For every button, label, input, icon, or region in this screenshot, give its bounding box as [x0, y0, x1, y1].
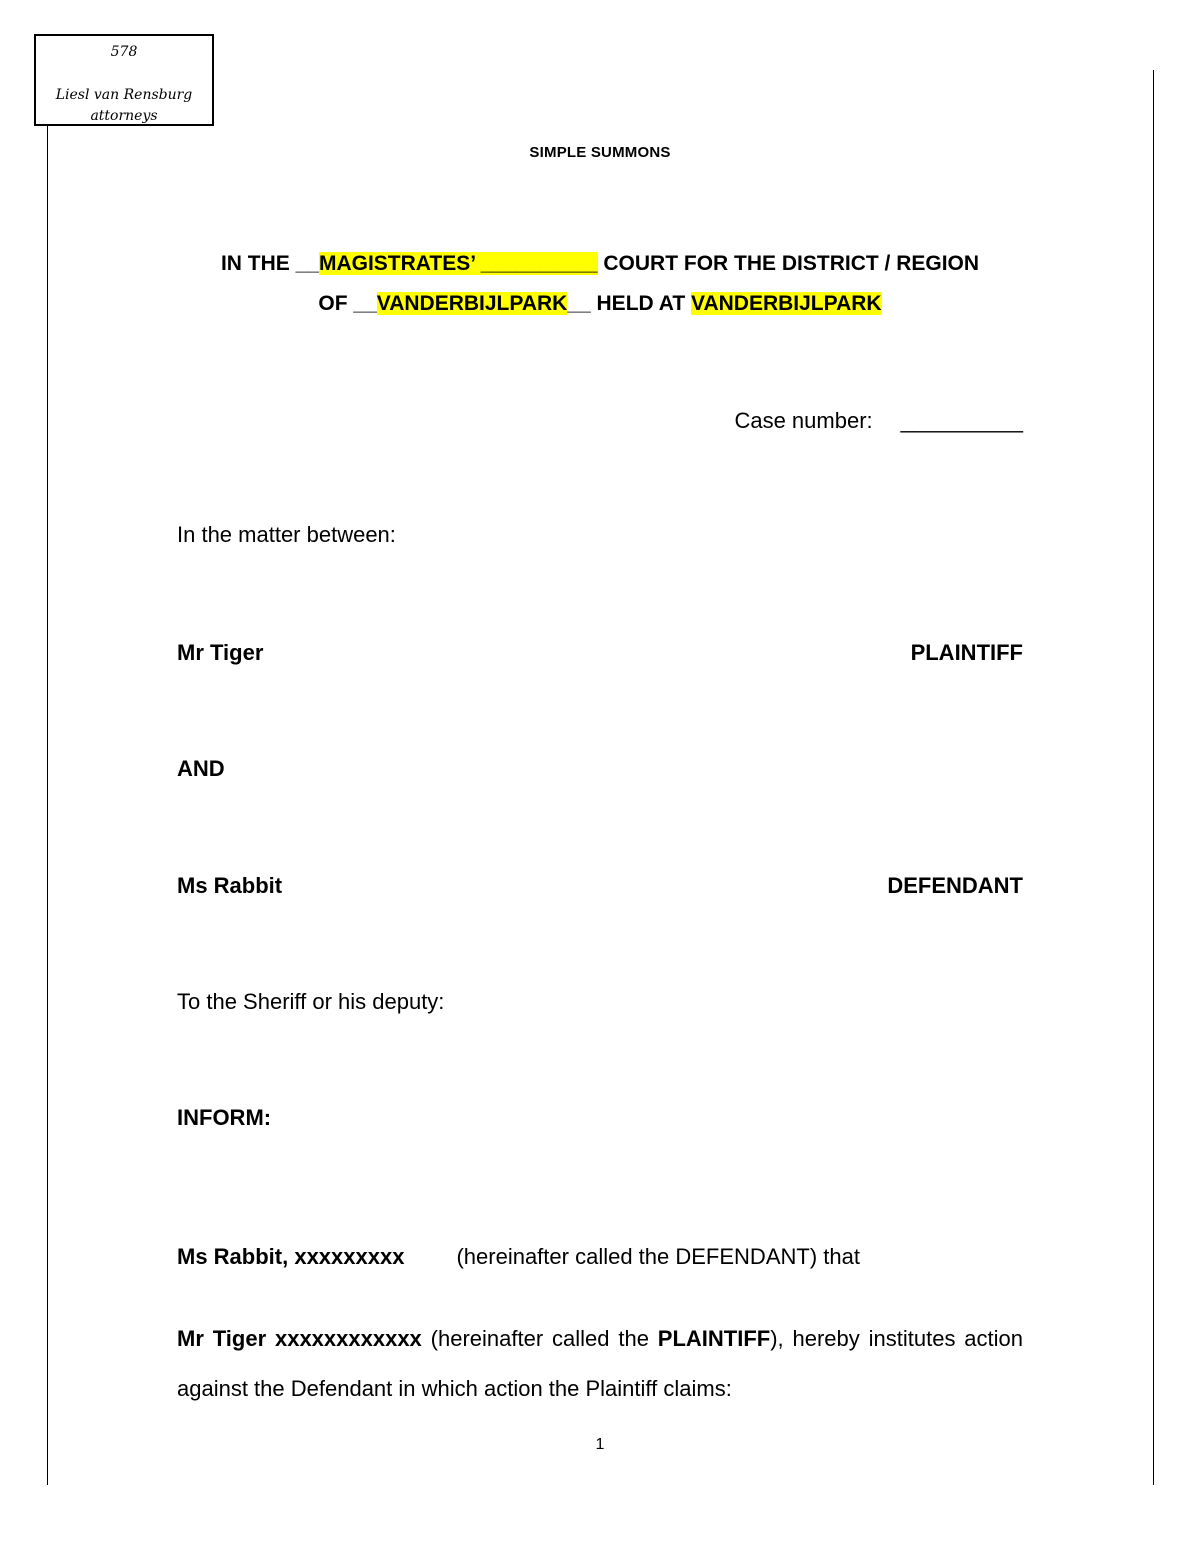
plaintiff-paragraph-text-a: (hereinafter called the	[421, 1326, 658, 1351]
defendant-label: DEFENDANT	[887, 873, 1023, 898]
plaintiff-paragraph-word: PLAINTIFF	[657, 1326, 771, 1351]
case-number-label: Case number:	[734, 408, 873, 433]
attorney-role: attorneys	[90, 108, 158, 124]
sheriff-line: To the Sheriff or his deputy:	[177, 989, 445, 1014]
defendant-name: Ms Rabbit	[177, 873, 283, 898]
matter-between: In the matter between:	[177, 522, 396, 547]
right-margin-line	[1153, 70, 1154, 1485]
left-margin-line	[47, 122, 48, 1485]
defendant-paragraph-name: Ms Rabbit, xxxxxxxxx	[177, 1244, 405, 1269]
court-suffix: COURT FOR THE DISTRICT / REGION	[597, 252, 980, 275]
plaintiff-paragraph-text-b: ), hereby institutes action against the Defendant in which action the Plaintiff claims:	[177, 1326, 1023, 1401]
document-title: SIMPLE SUMMONS	[529, 144, 671, 161]
reference-number: 578	[110, 44, 138, 60]
case-number	[734, 408, 1023, 434]
held-at-label: __ HELD AT	[567, 292, 692, 315]
attorney-name: Liesl van Rensburg	[55, 87, 193, 103]
court-heading-line-1	[0, 252, 1200, 276]
court-type-highlight: MAGISTRATES’ __________	[318, 252, 598, 275]
page-number: 1	[595, 1436, 605, 1453]
defendant-paragraph	[177, 1244, 860, 1270]
district-highlight: VANDERBIJLPARK	[376, 292, 568, 315]
defendant-paragraph-text: (hereinafter called the DEFENDANT) that	[456, 1244, 860, 1269]
case-number-value: __________	[900, 408, 1023, 433]
held-at-highlight: VANDERBIJLPARK	[691, 292, 882, 315]
district-prefix: OF __	[318, 292, 377, 315]
plaintiff-name: Mr Tiger	[177, 640, 264, 665]
inform-label: INFORM:	[177, 1105, 272, 1130]
court-prefix: IN THE __	[220, 252, 319, 275]
reference-box	[34, 34, 214, 126]
plaintiff-paragraph-name: Mr Tiger xxxxxxxxxxxx	[177, 1326, 422, 1351]
and-word: AND	[177, 756, 225, 781]
plaintiff-label: PLAINTIFF	[910, 640, 1023, 665]
court-heading-line-2	[0, 292, 1200, 316]
plaintiff-paragraph	[177, 1314, 1023, 1414]
